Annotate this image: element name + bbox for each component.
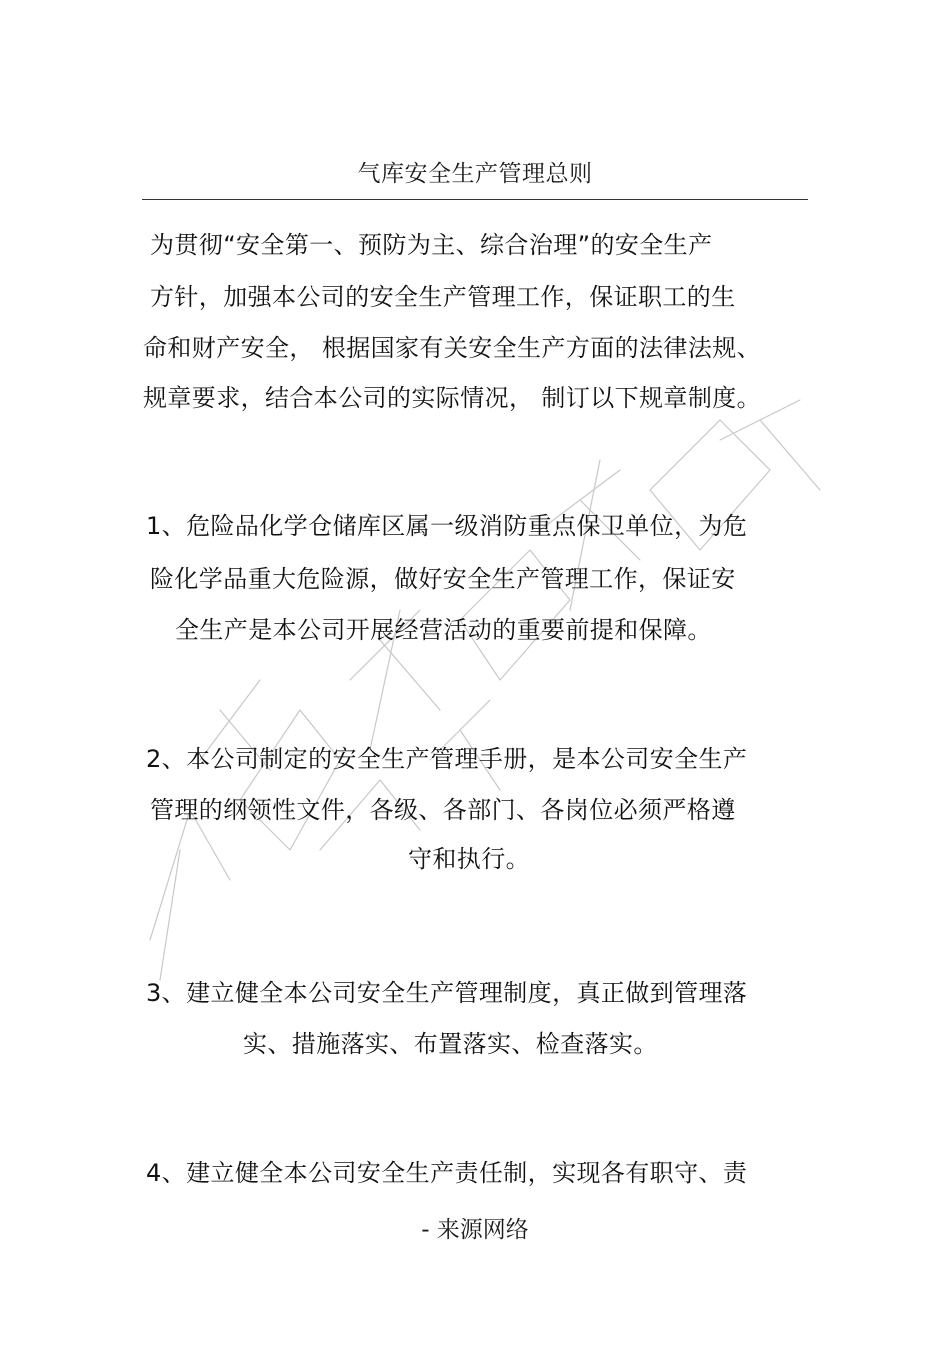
intro-line-3: 命和财产安全， 根据国家有关安全生产方面的法律法规、: [143, 334, 762, 362]
item-1-line-3: 全生产是本公司开展经营活动的重要前提和保障。: [175, 616, 712, 644]
item-1-line-1: 1、危险品化学仓储库区属一级消防重点保卫单位，为危: [146, 512, 748, 540]
item-3-line-2: 实、措施落实、布置落实、检查落实。: [243, 1030, 658, 1058]
item-4-line-1: 4、建立健全本公司安全生产责任制，实现各有职守、责: [146, 1159, 748, 1187]
item-2-line-2: 管理的纲领性文件，各级、各部门、各岗位必须严格遵: [150, 796, 736, 824]
intro-line-2: 方针，加强本公司的安全生产管理工作，保证职工的生: [150, 283, 736, 311]
item-1-line-2: 险化学品重大危险源，做好安全生产管理工作，保证安: [150, 565, 736, 593]
intro-line-1: 为贯彻“安全第一、预防为主、综合治理”的安全生产: [150, 231, 713, 259]
intro-line-4: 规章要求，结合本公司的实际情况， 制订以下规章制度。: [143, 384, 762, 412]
watermark-graphic: [120, 380, 840, 1000]
item-2-line-3: 守和执行。: [408, 845, 530, 873]
page-footer: - 来源网络: [421, 1217, 529, 1243]
page-title: 气库安全生产管理总则: [357, 161, 593, 187]
title-divider: [142, 199, 808, 200]
item-3-line-1: 3、建立健全本公司安全生产管理制度，真正做到管理落: [146, 979, 748, 1007]
item-2-line-1: 2、本公司制定的安全生产管理手册，是本公司安全生产: [146, 745, 748, 773]
